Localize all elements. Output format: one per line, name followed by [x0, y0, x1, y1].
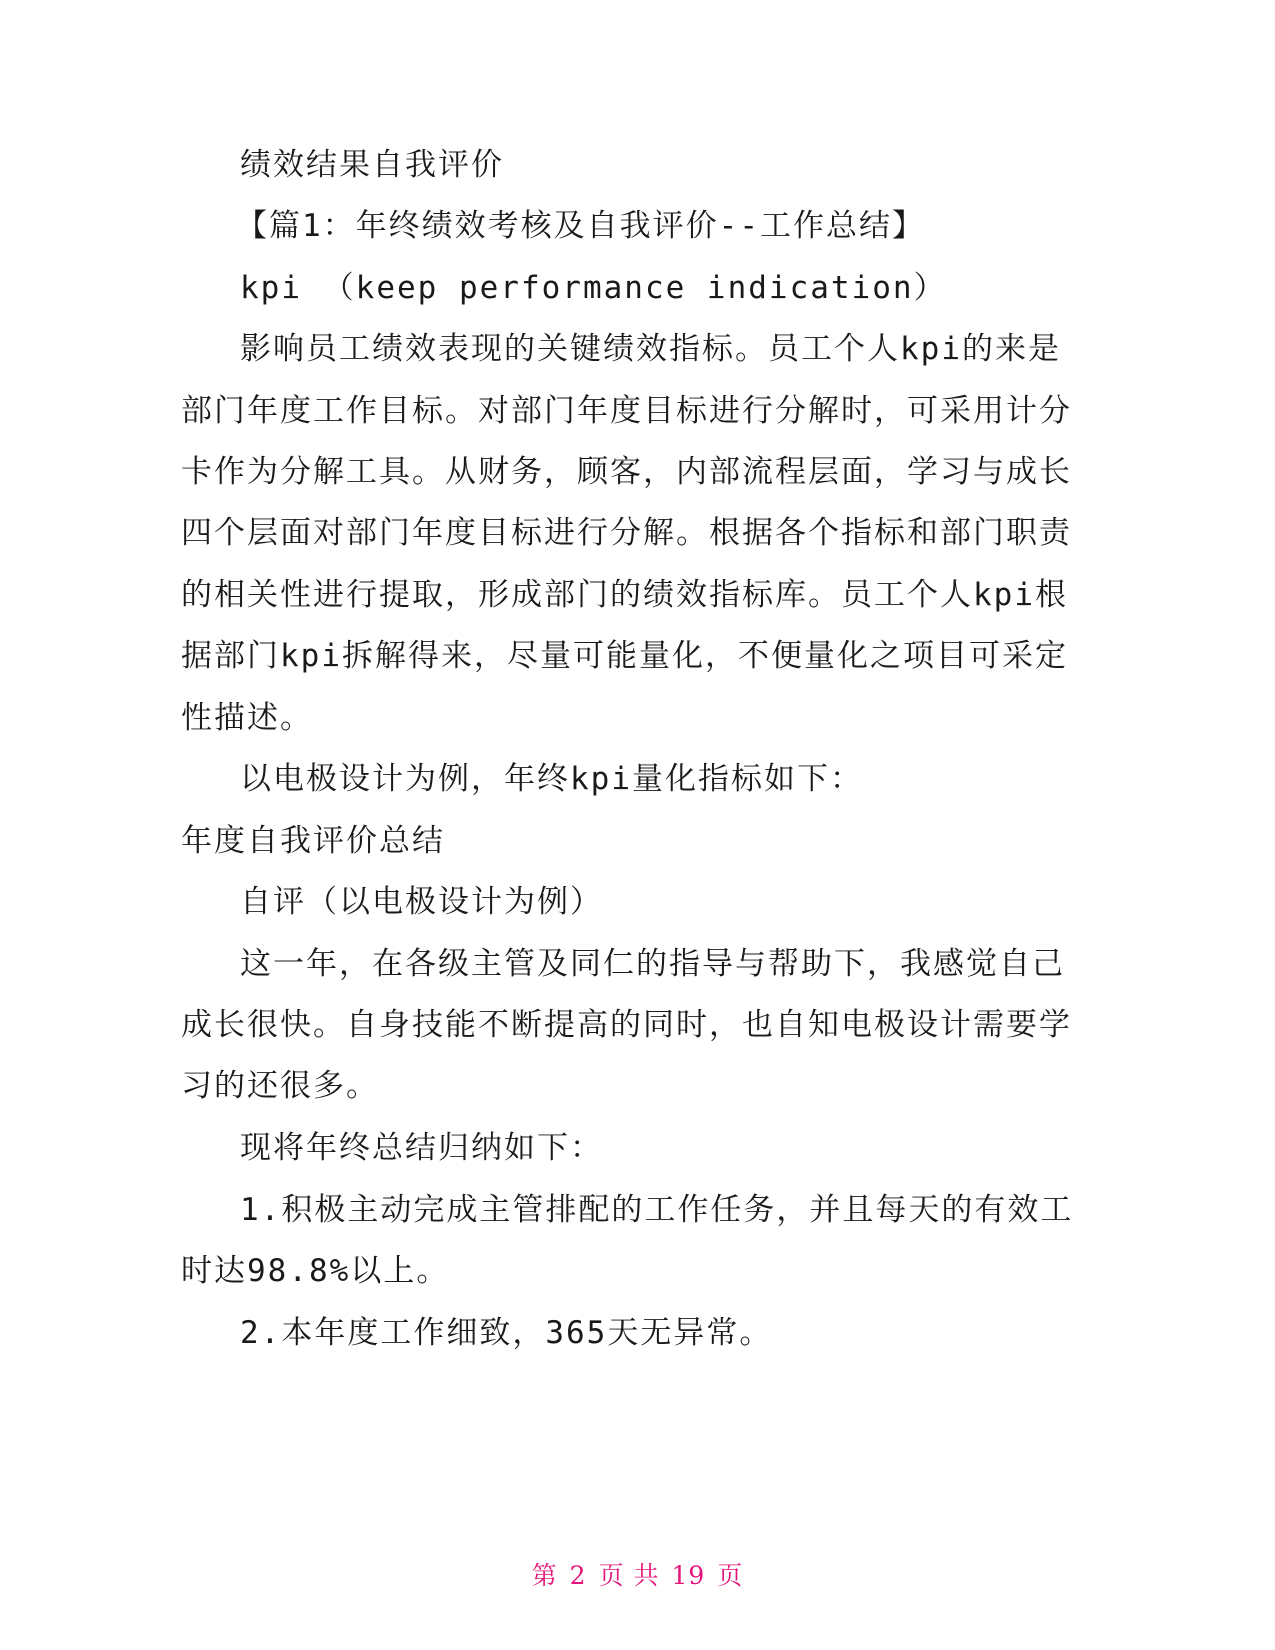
paragraph-line: 影响员工绩效表现的关键绩效指标。员工个人kpi的来是	[240, 331, 1061, 367]
total-pages-number: 19	[671, 1561, 706, 1590]
paragraph-line: 习的还很多。	[181, 1068, 379, 1104]
list-item: 1.积极主动完成主管排配的工作任务，并且每天的有效工	[240, 1192, 1074, 1228]
paragraph-line: 成长很快。自身技能不断提高的同时，也自知电极设计需要学	[181, 1007, 1072, 1043]
subheading: 自评（以电极设计为例）	[240, 884, 603, 920]
current-page-number: 2	[569, 1561, 587, 1590]
section-heading: 【篇1：年终绩效考核及自我评价--工作总结】	[236, 208, 925, 244]
page-footer	[0, 1556, 1275, 1592]
paragraph-line: 现将年终总结归纳如下：	[240, 1130, 603, 1166]
paragraph-line: 以电极设计为例，年终kpi量化指标如下：	[240, 761, 863, 797]
footer-suffix: 页	[717, 1561, 744, 1590]
subheading: 年度自我评价总结	[181, 823, 445, 859]
document-title: 绩效结果自我评价	[240, 147, 504, 183]
paragraph-line: 的相关性进行提取，形成部门的绩效指标库。员工个人kpi根	[181, 577, 1068, 613]
paragraph-line: 部门年度工作目标。对部门年度目标进行分解时，可采用计分	[181, 393, 1072, 429]
footer-middle: 页 共	[598, 1561, 660, 1590]
kpi-definition-line: kpi （keep performance indication）	[240, 270, 947, 306]
list-item: 2.本年度工作细致，365天无异常。	[240, 1315, 773, 1351]
paragraph-line: 这一年，在各级主管及同仁的指导与帮助下，我感觉自己	[240, 946, 1065, 982]
paragraph-line: 四个层面对部门年度目标进行分解。根据各个指标和部门职责	[181, 515, 1072, 551]
list-item: 时达98.8%以上。	[181, 1253, 450, 1289]
footer-prefix: 第	[531, 1561, 558, 1590]
paragraph-line: 卡作为分解工具。从财务，顾客，内部流程层面，学习与成长	[181, 454, 1072, 490]
paragraph-line: 据部门kpi拆解得来，尽量可能量化，不便量化之项目可采定	[181, 638, 1068, 674]
paragraph-line: 性描述。	[181, 700, 313, 736]
